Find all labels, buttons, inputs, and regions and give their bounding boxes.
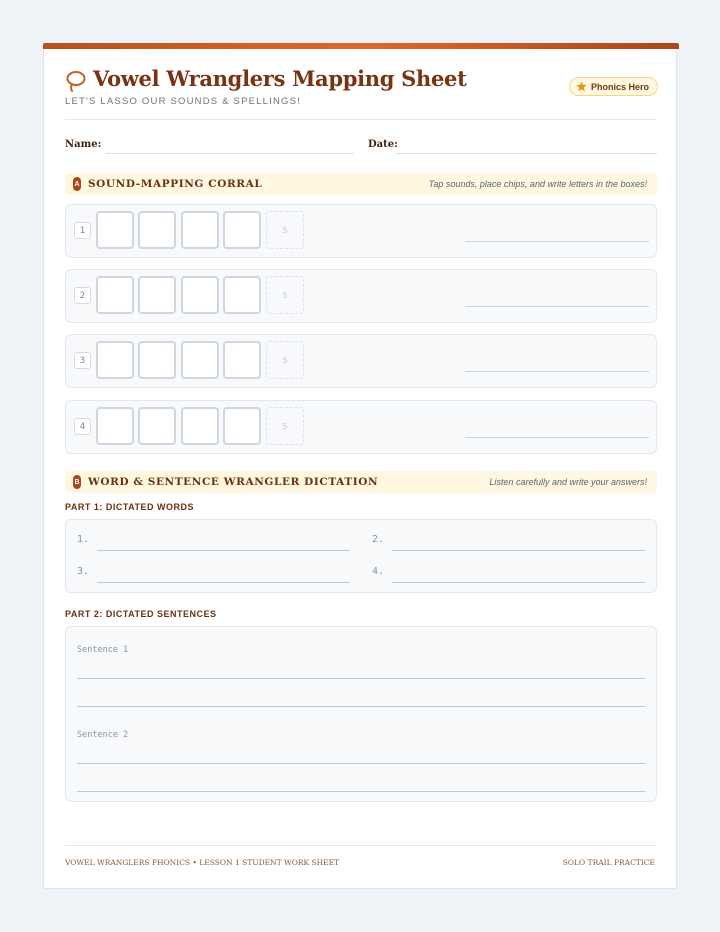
sentence-answer-line[interactable] bbox=[77, 791, 645, 792]
section-a-note: Tap sounds, place chips, and write letters in the boxes! bbox=[428, 179, 647, 189]
word-answer-line[interactable] bbox=[465, 371, 649, 372]
mapping-row bbox=[65, 334, 657, 388]
sentence-answer-line[interactable] bbox=[77, 706, 645, 707]
sound-box[interactable] bbox=[96, 276, 134, 314]
dictated-words-panel bbox=[65, 519, 657, 593]
sound-box[interactable] bbox=[138, 341, 176, 379]
row-number: 2 bbox=[74, 287, 91, 304]
sound-box[interactable] bbox=[181, 341, 219, 379]
lasso-icon bbox=[65, 70, 87, 92]
word-answer-line[interactable] bbox=[465, 306, 649, 307]
word-number: 2. bbox=[372, 534, 385, 545]
footer-right: SOLO TRAIL PRACTICE bbox=[562, 858, 655, 867]
footer-divider bbox=[65, 845, 657, 846]
star-icon bbox=[576, 81, 587, 92]
optional-sound-box[interactable]: 5 bbox=[266, 407, 304, 445]
sound-box[interactable] bbox=[223, 341, 261, 379]
name-label: Name: bbox=[65, 139, 102, 150]
sentence-label: Sentence 1 bbox=[77, 645, 129, 655]
optional-sound-box[interactable]: 5 bbox=[266, 276, 304, 314]
optional-sound-box[interactable]: 5 bbox=[266, 341, 304, 379]
section-b-note: Listen carefully and write your answers! bbox=[489, 477, 647, 487]
part-1-label: PART 1: DICTATED WORDS bbox=[65, 502, 194, 512]
page-subtitle: LET'S LASSO OUR SOUNDS & SPELLINGS! bbox=[65, 96, 301, 107]
dictated-sentences-panel bbox=[65, 626, 657, 802]
mapping-row bbox=[65, 269, 657, 323]
row-number: 4 bbox=[74, 418, 91, 435]
sound-box[interactable] bbox=[223, 211, 261, 249]
sound-box[interactable] bbox=[223, 276, 261, 314]
sound-box[interactable] bbox=[223, 407, 261, 445]
page-title: Vowel Wranglers Mapping Sheet bbox=[93, 66, 467, 91]
accent-bar bbox=[43, 43, 679, 49]
sound-box[interactable] bbox=[96, 211, 134, 249]
sentence-answer-line[interactable] bbox=[77, 678, 645, 679]
section-a-badge: A bbox=[73, 177, 81, 191]
row-number: 3 bbox=[74, 352, 91, 369]
part-2-label: PART 2: DICTATED SENTENCES bbox=[65, 609, 217, 619]
section-a-header bbox=[65, 173, 657, 195]
worksheet bbox=[43, 43, 677, 889]
section-a-title: SOUND-MAPPING CORRAL bbox=[88, 178, 263, 190]
sound-box[interactable] bbox=[96, 407, 134, 445]
sound-box[interactable] bbox=[138, 407, 176, 445]
sound-box[interactable] bbox=[181, 407, 219, 445]
sentence-answer-line[interactable] bbox=[77, 763, 645, 764]
sound-box[interactable] bbox=[181, 276, 219, 314]
name-field[interactable] bbox=[106, 153, 354, 154]
sound-box[interactable] bbox=[138, 276, 176, 314]
sentence-label: Sentence 2 bbox=[77, 730, 129, 740]
word-answer-line[interactable] bbox=[392, 550, 645, 551]
header-divider bbox=[65, 119, 657, 120]
badge-label: Phonics Hero bbox=[591, 81, 650, 92]
row-number: 1 bbox=[74, 222, 91, 239]
sound-box[interactable] bbox=[138, 211, 176, 249]
optional-sound-box[interactable]: 5 bbox=[266, 211, 304, 249]
section-b-badge: B bbox=[73, 475, 81, 489]
mapping-row bbox=[65, 204, 657, 258]
word-answer-line[interactable] bbox=[97, 582, 350, 583]
word-answer-line[interactable] bbox=[97, 550, 350, 551]
section-b-title: WORD & SENTENCE WRANGLER DICTATION bbox=[88, 476, 379, 488]
date-field[interactable] bbox=[396, 153, 657, 154]
sound-box[interactable] bbox=[96, 341, 134, 379]
section-b-header bbox=[65, 471, 657, 493]
date-label: Date: bbox=[368, 139, 398, 150]
word-answer-line[interactable] bbox=[465, 241, 649, 242]
word-number: 3. bbox=[77, 566, 90, 577]
word-number: 4. bbox=[372, 566, 385, 577]
footer-left: VOWEL WRANGLERS PHONICS • LESSON 1 STUDENT WORK SHEET bbox=[65, 858, 340, 867]
phonics-hero-badge bbox=[569, 77, 658, 96]
sound-box[interactable] bbox=[181, 211, 219, 249]
mapping-row bbox=[65, 400, 657, 454]
word-answer-line[interactable] bbox=[465, 437, 649, 438]
word-answer-line[interactable] bbox=[392, 582, 645, 583]
word-number: 1. bbox=[77, 534, 90, 545]
